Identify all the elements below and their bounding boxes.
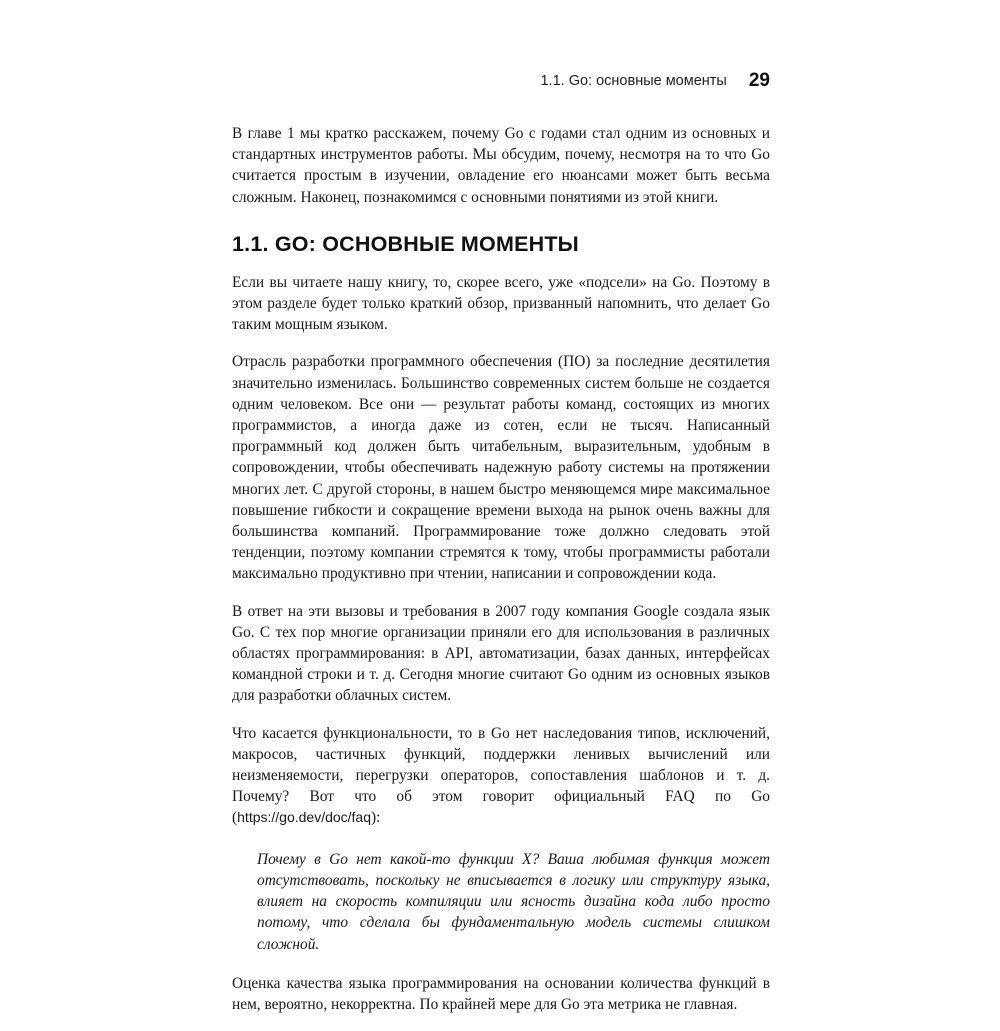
body-paragraph: Отрасль разработки программного обеспечения (ПО) за последние десятилетия значительно изменилась. Большинство современных систем больше не создается одним человеком. Все они — результат работы команд, состоящих из многих программистов, а иногда даже из сотен, если не тысяч. Написанный программный код должен быть читабельным, выразительным, удобным в сопровождении, чтобы обеспечивать надежную работу системы на протяжении многих лет. С другой стороны, в нашем быстро меняющемся мире максимальное повышение гибкости и сокращение времени выхода на рынок очень важны для большинства компаний. Программирование тоже должно следовать этой тенденции, поэтому компании стремятся к тому, чтобы программисты работали максимально продуктивно при чтении, написании и сопровождении кода. [232,353,770,583]
faq-paragraph-suffix: ): [371,809,381,827]
section-heading: 1.1. GO: ОСНОВНЫЕ МОМЕНТЫ [232,231,579,256]
intro-paragraph: В главе 1 мы кратко расскажем, почему Go с годами стал одним из основных и стандартных инструментов работы. Мы обсудим, почему, несмотря на то что Go считается простым в изучении, овладение его нюансами может быть весьма сложным. Наконец, познакомимся с основными понятиями из этой книги. [232,125,770,206]
faq-link[interactable]: https://go.dev/doc/faq [237,809,372,826]
body-paragraph: Если вы читаете нашу книгу, то, скорее всего, уже «подсели» на Go. Поэтому в этом разделе будет только краткий обзор, призванный напомнить, что делает Go таким мощным языком. [232,273,770,334]
running-head [232,70,770,92]
faq-paragraph-text: Что касается функциональности, то в Go нет наследования типов, исключений, макросов, частичных функций, поддержки ленивых вычислений или неизменяемости, перегрузки операторов, сопоставления шаблонов и т. д. Почему? Вот что об этом говорит официальный FAQ по Go ( [232,724,770,827]
faq-quote [232,845,770,955]
page-body [232,123,770,1031]
closing-paragraph: Оценка качества языка программирования на основании количества функций в нем, вероятно, некорректна. По крайней мере для Go эта метрика не главная. [232,974,770,1013]
faq-quote-text: Почему в Go нет какой-то функции X? Ваша любимая функция может отсутствовать, поскольку не вписывается в логику или структуру языка, влияет на скорость компиляции или ясность дизайна кода либо просто потому, что сделала бы фундаментальную модель системы слишком сложной. [257,850,770,953]
page-number: 29 [748,70,770,91]
running-head-title: 1.1. Go: основные моменты [540,73,727,89]
book-page [232,0,770,1013]
body-paragraph: В ответ на эти вызовы и требования в 2007 году компания Google создала язык Go. С тех пор многие организации приняли его для использования в различных областях программирования: в API, автоматизации, базах данных, интерфейсах командной строки и т. д. Сегодня многие считают Go одним из основных языков для разработки облачных систем. [232,602,770,705]
faq-paragraph [232,723,770,829]
